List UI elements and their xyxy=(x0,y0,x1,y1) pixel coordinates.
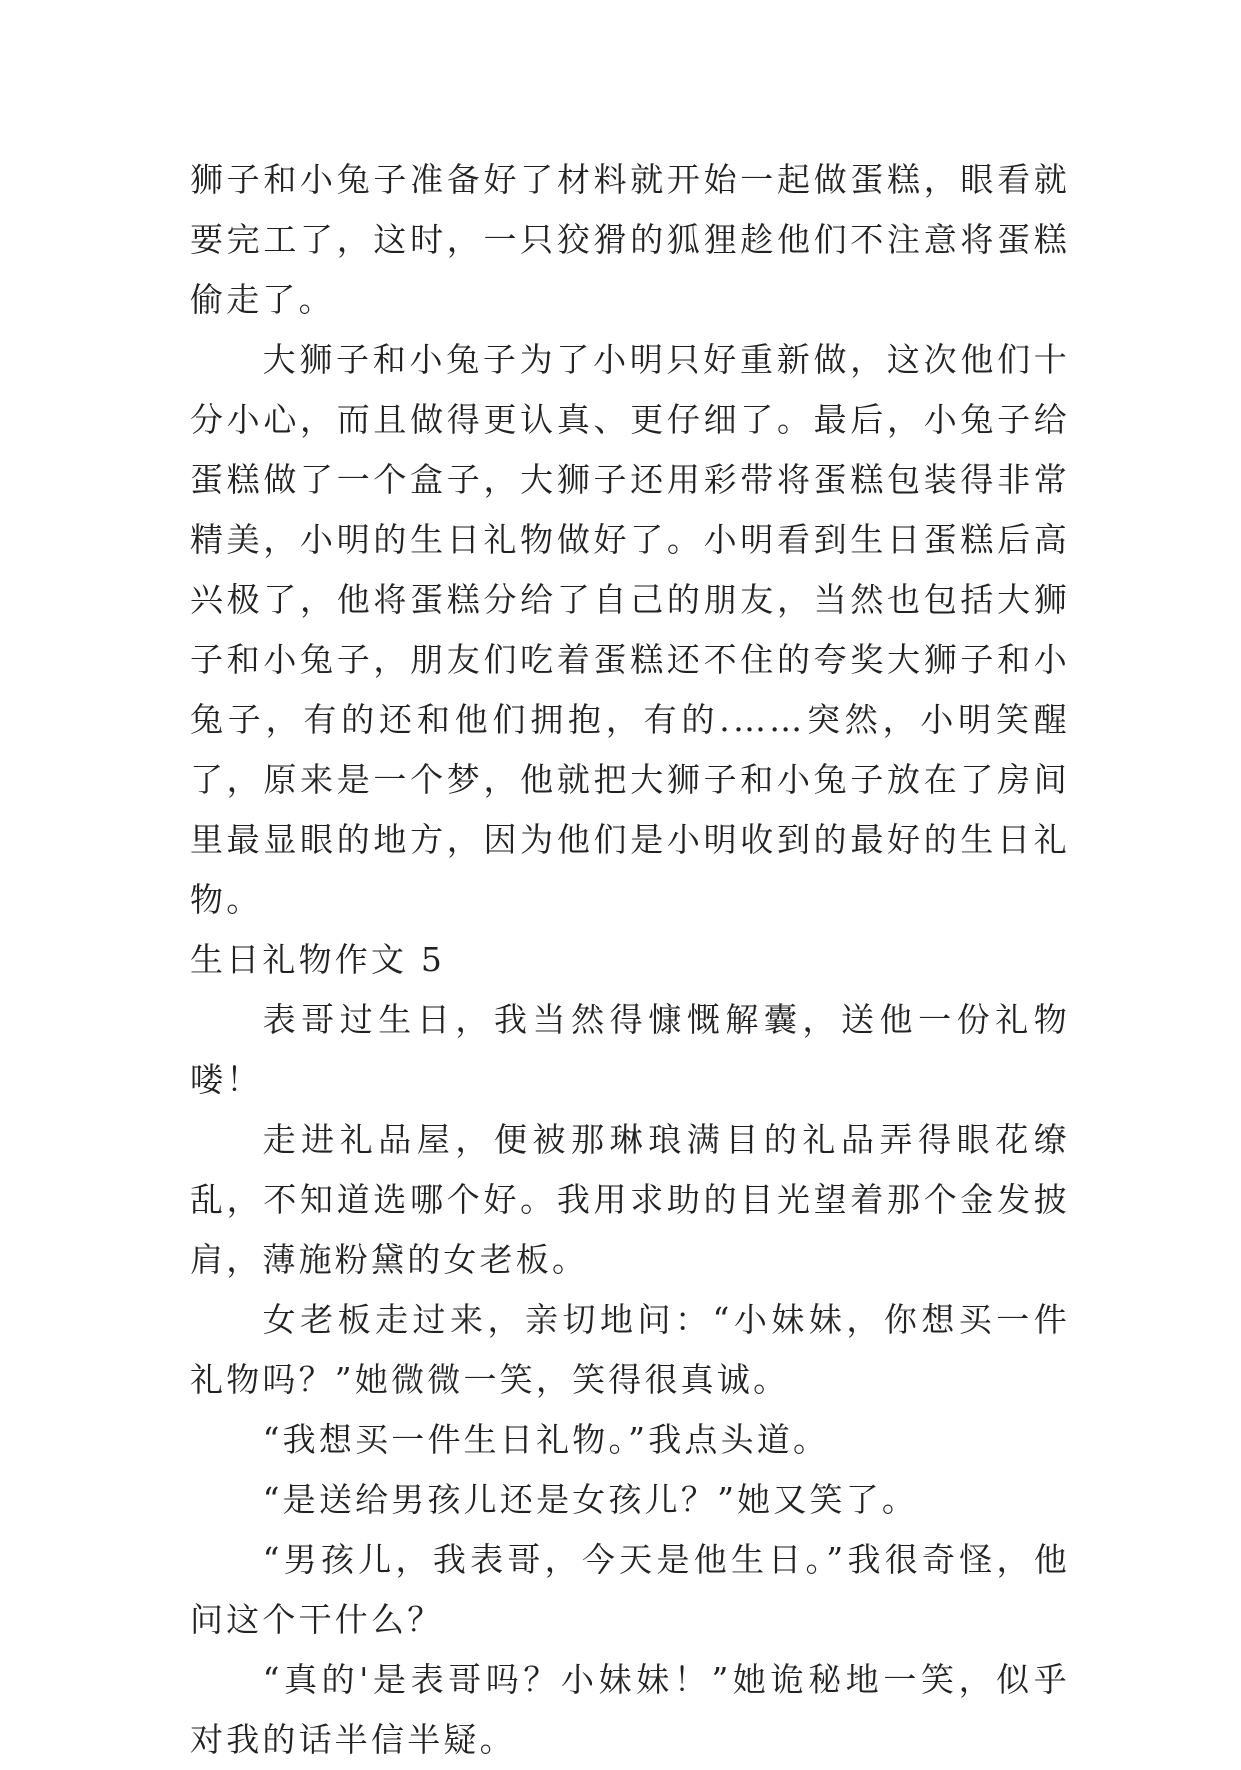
paragraph-2: 大狮子和小兔子为了小明只好重新做，这次他们十分小心，而且做得更认真、更仔细了。最后，小兔子给蛋糕做了一个盒子，大狮子还用彩带将蛋糕包装得非常精美，小明的生日礼物做好了。小明看到生日蛋糕后高兴极了，他将蛋糕分给了自己的朋友，当然也包括大狮子和小兔子，朋友们吃着蛋糕还不住的夸奖大狮子和小兔子，有的还和他们拥抱，有的.……突然，小明笑醒了，原来是一个梦，他就把大狮子和小兔子放在了房间里最显眼的地方，因为他们是小明收到的最好的生日礼物。 xyxy=(190,340,1070,919)
paragraph-1: 狮子和小兔子准备好了材料就开始一起做蛋糕，眼看就要完工了，这时，一只狡猾的狐狸趁他们不注意将蛋糕偷走了。 xyxy=(190,160,1070,319)
paragraph-3: 表哥过生日，我当然得慷慨解囊，送他一份礼物喽！ xyxy=(190,1000,1070,1099)
section-heading: 生日礼物作文 5 xyxy=(190,940,446,979)
paragraph-5: 女老板走过来，亲切地问：“小妹妹，你想买一件礼物吗？”她微微一笑，笑得很真诚。 xyxy=(190,1300,1070,1399)
paragraph-9: “真的'是表哥吗？小妹妹！”她诡秘地一笑，似乎对我的话半信半疑。 xyxy=(190,1660,1070,1759)
paragraph-7: “是送给男孩儿还是女孩儿？”她又笑了。 xyxy=(262,1480,919,1519)
paragraph-6: “我想买一件生日礼物。”我点头道。 xyxy=(262,1420,830,1459)
paragraph-8: “男孩儿，我表哥，今天是他生日。”我很奇怪，他问这个干什么？ xyxy=(190,1540,1070,1639)
document-body xyxy=(190,150,1070,1770)
paragraph-4: 走进礼品屋，便被那琳琅满目的礼品弄得眼花缭乱，不知道选哪个好。我用求助的目光望着那个金发披肩，薄施粉黛的女老板。 xyxy=(190,1120,1070,1279)
